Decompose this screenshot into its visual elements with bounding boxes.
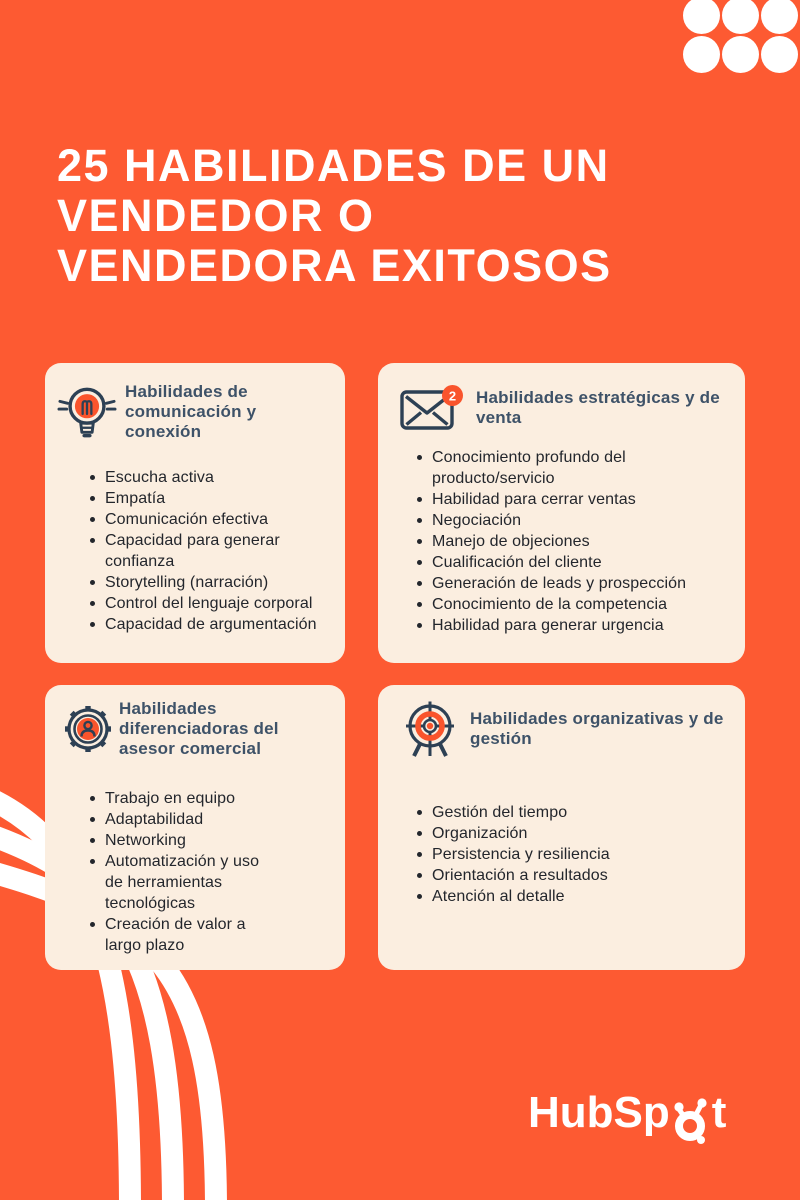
lightbulb-icon — [57, 383, 117, 441]
skill-list — [415, 802, 732, 907]
decor-dot — [722, 36, 759, 73]
skill-item: Automatización y uso de herramientas tecnológicas — [88, 851, 275, 914]
cards-grid — [45, 363, 745, 970]
skill-item: Capacidad para generar confianza — [88, 530, 345, 572]
hubspot-sprocket-icon — [671, 1088, 711, 1144]
page-title — [57, 141, 612, 291]
skill-item: Creación de valor a largo plazo — [88, 914, 275, 956]
target-icon — [404, 700, 456, 758]
envelope-badge-count: 2 — [448, 388, 457, 404]
card-header — [45, 363, 345, 442]
card-title: Habilidades organizativas y de gestión — [470, 709, 724, 748]
hubspot-logo-text-pre: HubSp — [528, 1088, 670, 1137]
skill-item: Negociación — [415, 510, 732, 531]
decor-dot — [683, 36, 720, 73]
skill-item: Manejo de objeciones — [415, 531, 732, 552]
card-header — [378, 363, 745, 431]
envelope-icon — [400, 385, 464, 431]
skill-item: Generación de leads y prospección — [415, 573, 732, 594]
card-header — [45, 685, 345, 759]
skill-item: Persistencia y resiliencia — [415, 844, 732, 865]
skill-item: Conocimiento profundo del producto/servicio — [415, 447, 732, 489]
page-title-line: VENDEDORA EXITOSOS — [57, 240, 612, 291]
skill-item: Control del lenguaje corporal — [88, 593, 345, 614]
skill-list — [88, 467, 345, 635]
skill-item: Orientación a resultados — [415, 865, 732, 886]
skill-card — [45, 685, 345, 970]
skill-item: Comunicación efectiva — [88, 509, 345, 530]
skill-item: Cualificación del cliente — [415, 552, 732, 573]
skill-item: Networking — [88, 830, 275, 851]
skill-item: Storytelling (narración) — [88, 572, 345, 593]
page-title-line: 25 HABILIDADES DE UN — [57, 140, 610, 191]
skill-item: Trabajo en equipo — [88, 788, 275, 809]
skill-item: Capacidad de argumentación — [88, 614, 345, 635]
skill-item: Atención al detalle — [415, 886, 732, 907]
page-title-line: VENDEDOR O — [57, 190, 375, 241]
skill-item: Organización — [415, 823, 732, 844]
skill-item: Empatía — [88, 488, 345, 509]
skill-list — [415, 447, 732, 636]
skill-item: Habilidad para generar urgencia — [415, 615, 732, 636]
card-header — [378, 685, 745, 758]
skill-card — [378, 363, 745, 663]
skill-card — [45, 363, 345, 663]
card-title: Habilidades diferenciadoras del asesor comercial — [119, 699, 279, 758]
skill-item: Adaptabilidad — [88, 809, 275, 830]
hubspot-logo-text-post: t — [711, 1088, 727, 1137]
skill-card — [378, 685, 745, 970]
skill-list — [88, 788, 275, 956]
skill-item: Gestión del tiempo — [415, 802, 732, 823]
decor-dot — [761, 0, 798, 34]
skill-item: Conocimiento de la competencia — [415, 594, 732, 615]
skill-item: Escucha activa — [88, 467, 345, 488]
decor-dot — [761, 36, 798, 73]
decor-dot — [722, 0, 759, 34]
decor-dot — [683, 0, 720, 34]
decor-dots — [683, 0, 798, 73]
card-title: Habilidades estratégicas y de venta — [476, 388, 720, 427]
gear-person-icon — [63, 704, 113, 754]
card-title: Habilidades de comunicación y conexión — [125, 382, 257, 441]
skill-item: Habilidad para cerrar ventas — [415, 489, 732, 510]
hubspot-logo — [528, 1088, 726, 1144]
